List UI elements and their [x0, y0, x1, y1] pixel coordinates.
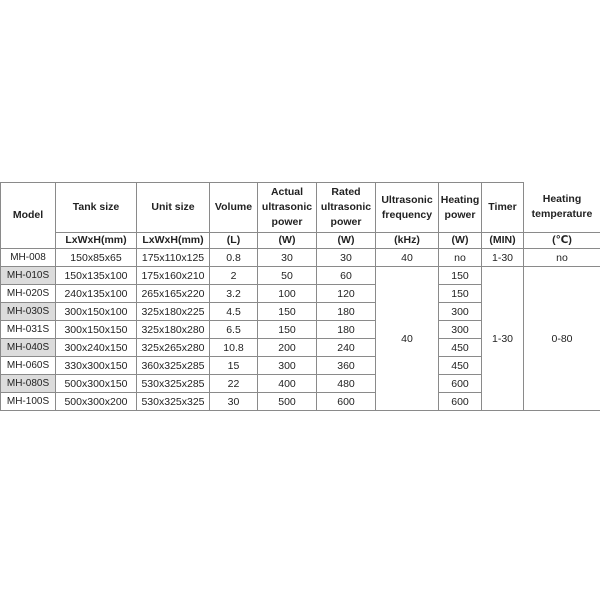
cell-rated-power: 60: [317, 267, 376, 285]
cell-unit-size: 325x180x280: [137, 321, 210, 339]
cell-actual-power: 100: [258, 285, 317, 303]
unit-frequency: (kHz): [376, 233, 439, 249]
col-header-model: Model: [1, 183, 56, 249]
cell-model: MH-080S: [1, 375, 56, 393]
unit-row: [1, 233, 600, 249]
cell-actual-power: 300: [258, 357, 317, 375]
cell-unit-size: 530x325x285: [137, 375, 210, 393]
cell-model: MH-008: [1, 249, 56, 267]
cell-actual-power: 400: [258, 375, 317, 393]
cell-timer-merged: 1-30: [482, 267, 524, 411]
cell-heating-power: 150: [439, 285, 482, 303]
col-header-unit-size: Unit size: [137, 183, 210, 233]
cell-volume: 15: [210, 357, 258, 375]
cell-heating-power: 150: [439, 267, 482, 285]
cell-model: MH-030S: [1, 303, 56, 321]
cell-rated-power: 120: [317, 285, 376, 303]
cell-heating-power: 450: [439, 357, 482, 375]
table-row: [1, 249, 600, 267]
cell-heating-power: 600: [439, 375, 482, 393]
col-header-rated-power: Rated ultrasonic power: [317, 183, 376, 233]
unit-tank-size: LxWxH(mm): [56, 233, 137, 249]
cell-tank-size: 500x300x200: [56, 393, 137, 411]
spec-table: [0, 182, 600, 411]
cell-heating-power: 300: [439, 321, 482, 339]
cell-heating-power: no: [439, 249, 482, 267]
col-header-actual-power: Actual ultrasonic power: [258, 183, 317, 233]
cell-actual-power: 150: [258, 303, 317, 321]
cell-tank-size: 500x300x150: [56, 375, 137, 393]
cell-heating-power: 600: [439, 393, 482, 411]
cell-model: MH-100S: [1, 393, 56, 411]
cell-rated-power: 480: [317, 375, 376, 393]
cell-heating-temperature-merged: 0-80: [524, 267, 600, 411]
unit-heating-temperature: (℃): [524, 233, 600, 249]
cell-actual-power: 30: [258, 249, 317, 267]
cell-tank-size: 300x150x150: [56, 321, 137, 339]
cell-model: MH-020S: [1, 285, 56, 303]
cell-unit-size: 530x325x325: [137, 393, 210, 411]
cell-timer: 1-30: [482, 249, 524, 267]
cell-actual-power: 200: [258, 339, 317, 357]
cell-model: MH-031S: [1, 321, 56, 339]
cell-volume: 10.8: [210, 339, 258, 357]
unit-unit-size: LxWxH(mm): [137, 233, 210, 249]
table-row: [1, 267, 600, 285]
cell-model: MH-040S: [1, 339, 56, 357]
cell-unit-size: 360x325x285: [137, 357, 210, 375]
cell-volume: 3.2: [210, 285, 258, 303]
cell-unit-size: 325x265x280: [137, 339, 210, 357]
cell-volume: 6.5: [210, 321, 258, 339]
cell-volume: 2: [210, 267, 258, 285]
cell-actual-power: 50: [258, 267, 317, 285]
cell-volume: 4.5: [210, 303, 258, 321]
cell-model: MH-060S: [1, 357, 56, 375]
unit-timer: (MIN): [482, 233, 524, 249]
cell-heating-power: 300: [439, 303, 482, 321]
cell-tank-size: 150x85x65: [56, 249, 137, 267]
cell-actual-power: 500: [258, 393, 317, 411]
col-header-heating-power: Heating power: [439, 183, 482, 233]
col-header-tank-size: Tank size: [56, 183, 137, 233]
cell-volume: 30: [210, 393, 258, 411]
cell-rated-power: 30: [317, 249, 376, 267]
cell-tank-size: 150x135x100: [56, 267, 137, 285]
unit-heating-power: (W): [439, 233, 482, 249]
cell-unit-size: 175x110x125: [137, 249, 210, 267]
cell-rated-power: 180: [317, 321, 376, 339]
unit-actual-power: (W): [258, 233, 317, 249]
cell-unit-size: 175x160x210: [137, 267, 210, 285]
col-header-frequency: Ultrasonic frequency: [376, 183, 439, 233]
cell-frequency-merged: 40: [376, 267, 439, 411]
cell-tank-size: 330x300x150: [56, 357, 137, 375]
cell-tank-size: 300x150x100: [56, 303, 137, 321]
unit-volume: (L): [210, 233, 258, 249]
cell-heating-temperature: no: [524, 249, 600, 267]
col-header-heating-temperature: Heating temperature: [524, 183, 600, 233]
cell-rated-power: 360: [317, 357, 376, 375]
cell-unit-size: 265x165x220: [137, 285, 210, 303]
cell-rated-power: 600: [317, 393, 376, 411]
cell-tank-size: 300x240x150: [56, 339, 137, 357]
cell-actual-power: 150: [258, 321, 317, 339]
cell-rated-power: 240: [317, 339, 376, 357]
header-row: [1, 183, 600, 233]
cell-unit-size: 325x180x225: [137, 303, 210, 321]
col-header-timer: Timer: [482, 183, 524, 233]
cell-tank-size: 240x135x100: [56, 285, 137, 303]
unit-rated-power: (W): [317, 233, 376, 249]
cell-frequency: 40: [376, 249, 439, 267]
cell-volume: 22: [210, 375, 258, 393]
cell-rated-power: 180: [317, 303, 376, 321]
cell-volume: 0.8: [210, 249, 258, 267]
cell-heating-power: 450: [439, 339, 482, 357]
col-header-volume: Volume: [210, 183, 258, 233]
cell-model: MH-010S: [1, 267, 56, 285]
